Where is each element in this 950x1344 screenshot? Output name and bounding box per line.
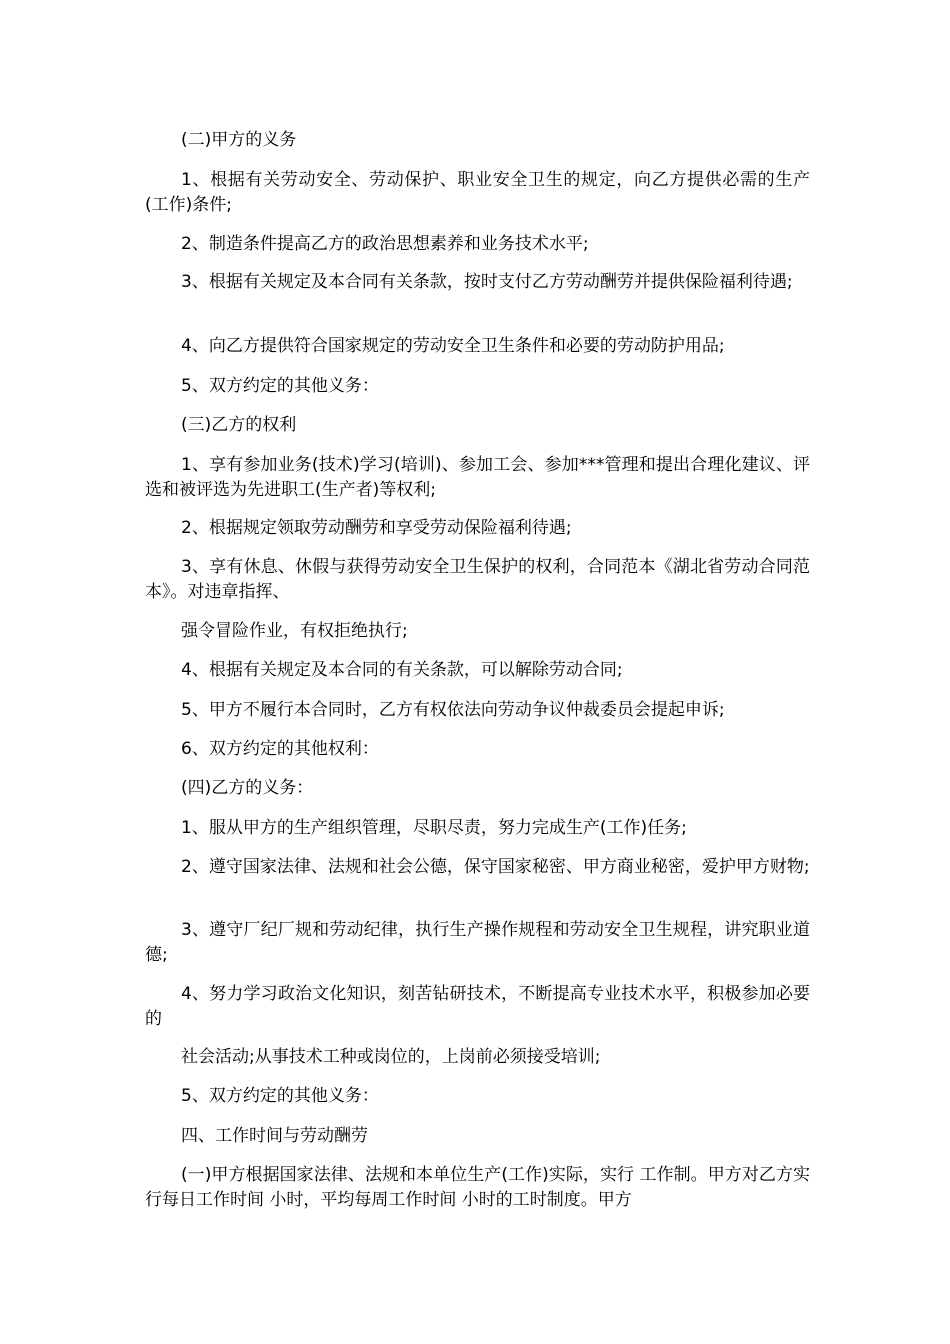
paragraph: 2、根据规定领取劳动酬劳和享受劳动保险福利待遇; (181, 518, 572, 538)
paragraph: 社会活动;从事技术工种或岗位的，上岗前必须接受培训; (181, 1047, 601, 1067)
section-heading-party-b-obligations: (四)乙方的义务： (181, 778, 314, 798)
paragraph: 4、向乙方提供符合国家规定的劳动安全卫生条件和必要的劳动防护用品; (181, 336, 725, 356)
paragraph: 5、双方约定的其他义务： (181, 376, 379, 396)
paragraph: 3、根据有关规定及本合同有关条款，按时支付乙方劳动酬劳并提供保险福利待遇; (181, 272, 793, 292)
section-heading-working-hours: 四、工作时间与劳动酬劳 (181, 1126, 368, 1146)
paragraph: 5、双方约定的其他义务： (181, 1086, 379, 1106)
section-heading-party-a-obligations: (二)甲方的义务 (181, 130, 297, 150)
paragraph: 2、遵守国家法律、法规和社会公德，保守国家秘密、甲方商业秘密，爱护甲方财物; (181, 857, 810, 877)
paragraph: 3、享有休息、休假与获得劳动安全卫生保护的权利，合同范本《湖北省劳动合同范本》。对违章指挥、 (145, 557, 810, 602)
paragraph: 4、根据有关规定及本合同的有关条款，可以解除劳动合同; (181, 660, 623, 680)
paragraph: 6、双方约定的其他权利： (181, 739, 379, 759)
section-heading-party-b-rights: (三)乙方的权利 (181, 415, 297, 435)
paragraph: 1、享有参加业务(技术)学习(培训)、参加工会、参加***管理和提出合理化建议、评选和被评选为先进职工(生产者)等权利; (145, 455, 810, 500)
paragraph: 2、制造条件提高乙方的政治思想素养和业务技术水平; (181, 234, 589, 254)
paragraph: 3、遵守厂纪厂规和劳动纪律，执行生产操作规程和劳动安全卫生规程，讲究职业道德; (145, 920, 810, 965)
paragraph: 5、甲方不履行本合同时，乙方有权依法向劳动争议仲裁委员会提起申诉; (181, 700, 725, 720)
paragraph: (一)甲方根据国家法律、法规和本单位生产(工作)实际，实行 工作制。甲方对乙方实行每日工作时间 小时，平均每周工作时间 小时的工时制度。甲方 (145, 1165, 810, 1210)
paragraph: 强令冒险作业，有权拒绝执行; (181, 621, 408, 641)
paragraph: 1、根据有关劳动安全、劳动保护、职业安全卫生的规定，向乙方提供必需的生产(工作)条件; (145, 170, 810, 215)
paragraph: 4、努力学习政治文化知识，刻苦钻研技术，不断提高专业技术水平，积极参加必要的 (145, 984, 810, 1029)
paragraph: 1、服从甲方的生产组织管理，尽职尽责，努力完成生产(工作)任务; (181, 818, 687, 838)
